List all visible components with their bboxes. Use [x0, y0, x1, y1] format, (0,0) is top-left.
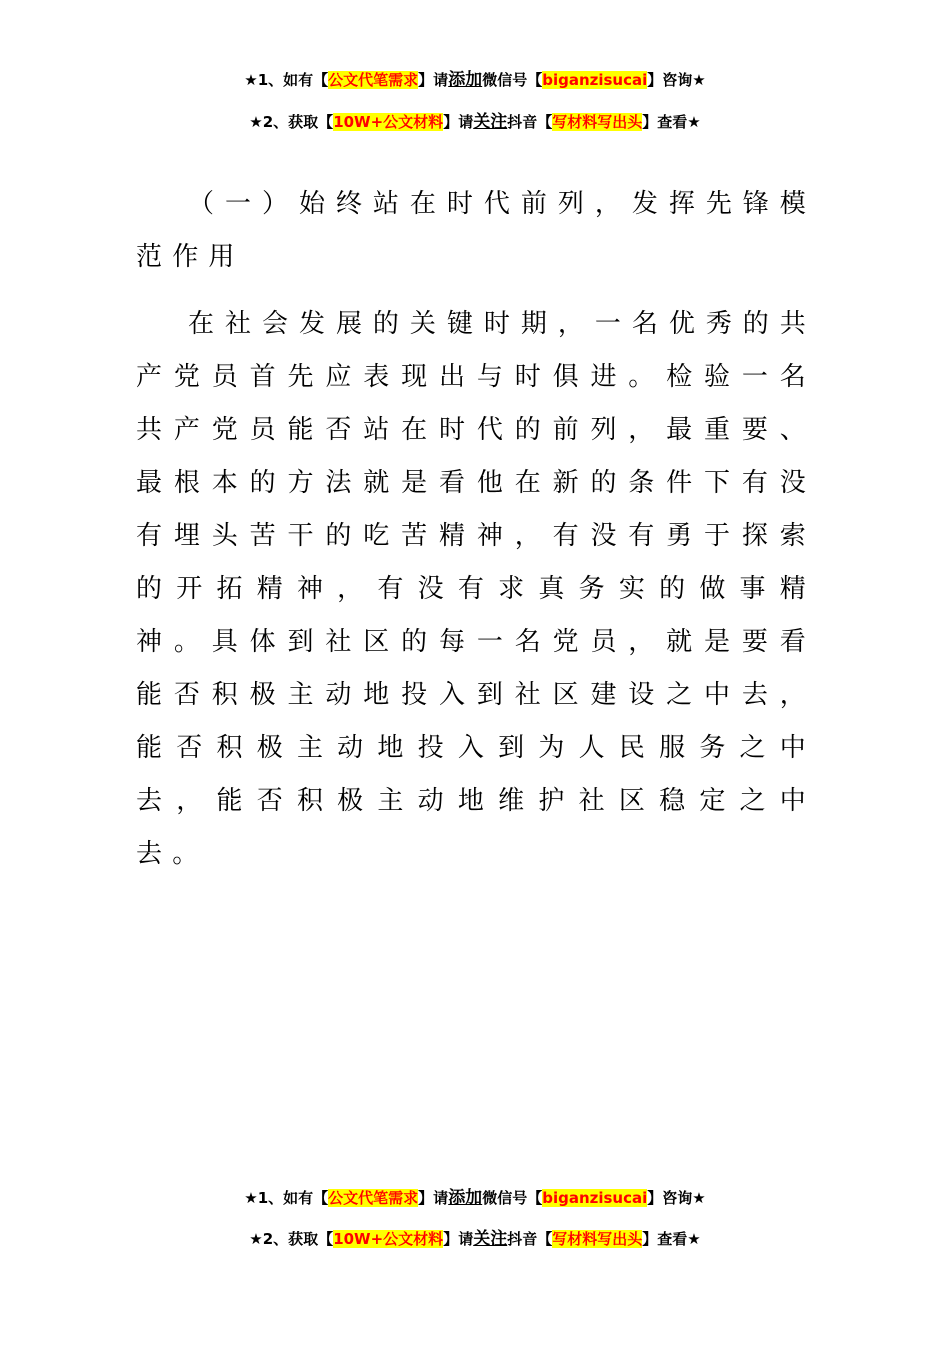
- notice-text: ★2、获取【: [249, 113, 334, 131]
- notice-highlight: 10W+公文材料: [333, 113, 444, 131]
- notice-underline: 关注: [473, 1229, 508, 1249]
- notice-text: 】咨询★: [647, 71, 706, 89]
- notice-highlight: 10W+公文材料: [333, 1230, 444, 1248]
- notice-underline: 关注: [473, 112, 508, 132]
- notice-highlight: 公文代笔需求: [328, 1189, 419, 1207]
- notice-text: 】查看★: [642, 113, 701, 131]
- footer-notice-1: [0, 1188, 950, 1208]
- notice-text: 微信号【: [482, 1189, 543, 1207]
- notice-text: ★1、如有【: [244, 71, 329, 89]
- notice-text: ★1、如有【: [244, 1189, 329, 1207]
- notice-text: ★2、获取【: [249, 1230, 334, 1248]
- section-heading: （一）始终站在时代前列，发挥先锋模范作用: [136, 189, 816, 272]
- notice-text: 微信号【: [482, 71, 543, 89]
- body-paragraph: 在社会发展的关键时期，一名优秀的共产党员首先应表现出与时俱进。检验一名共产党员能否站在时代的前列，最重要、最根本的方法就是看他在新的条件下有没有埋头苦干的吃苦精神，有没有勇于探索的开拓精神，有没有求真务实的做事精神。具体到社区的每一名党员，就是要看能否积极主动地投入到社区建设之中去，能否积极主动地投入到为人民服务之中去，能否积极主动地维护社区稳定之中去。: [136, 309, 816, 869]
- footer-notice-2: [0, 1229, 950, 1249]
- notice-highlight: 写材料写出头: [552, 1230, 643, 1248]
- header-notice-2: [0, 112, 950, 132]
- header-notice-1: [0, 70, 950, 90]
- notice-text: 】查看★: [642, 1230, 701, 1248]
- notice-text: 】咨询★: [647, 1189, 706, 1207]
- notice-highlight: biganzisucai: [542, 71, 648, 89]
- notice-text: 】请: [443, 1230, 474, 1248]
- notice-underline: 添加: [448, 1188, 483, 1208]
- notice-highlight: 写材料写出头: [552, 113, 643, 131]
- notice-highlight: 公文代笔需求: [328, 71, 419, 89]
- notice-highlight: biganzisucai: [542, 1189, 648, 1207]
- notice-text: 】请: [418, 1189, 449, 1207]
- notice-text: 】请: [443, 113, 474, 131]
- notice-text: 抖音【: [507, 1230, 553, 1248]
- notice-text: 】请: [418, 71, 449, 89]
- notice-underline: 添加: [448, 70, 483, 90]
- notice-text: 抖音【: [507, 113, 553, 131]
